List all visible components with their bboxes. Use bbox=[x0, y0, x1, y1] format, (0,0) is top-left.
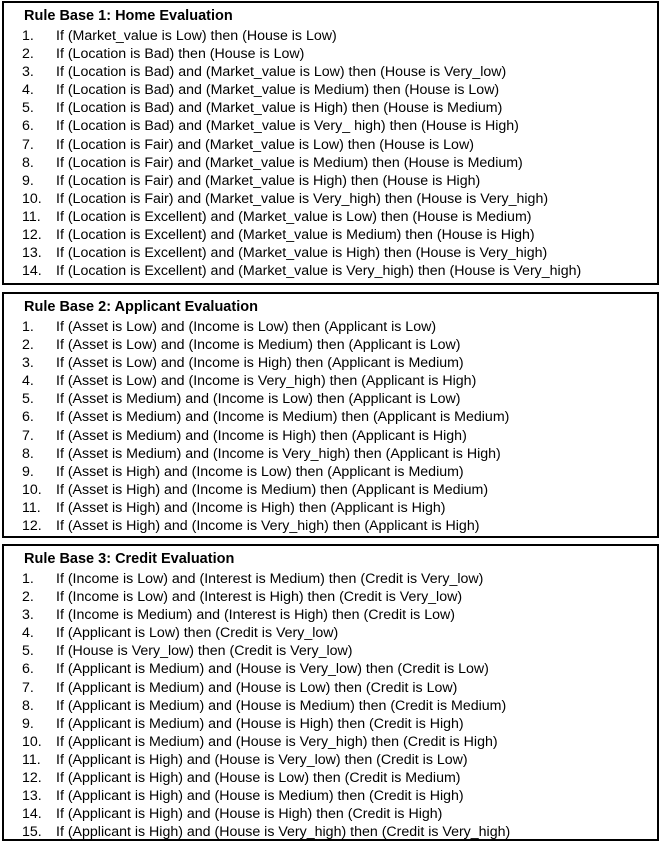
rule-number: 12. bbox=[22, 770, 42, 787]
rule-item bbox=[22, 390, 509, 408]
rule-item bbox=[22, 588, 510, 606]
rule-item bbox=[22, 517, 509, 535]
rule-number: 4. bbox=[22, 373, 34, 390]
rule-number: 2. bbox=[22, 46, 34, 63]
rule-text: If (Location is Bad) then (House is Low) bbox=[56, 46, 305, 63]
rule-number: 9. bbox=[22, 715, 34, 732]
rule-text: If (Applicant is High) and (House is Medium) then (Credit is High) bbox=[56, 788, 464, 805]
rule-text: If (Applicant is High) and (House is Low) then (Credit is Medium) bbox=[56, 770, 461, 787]
rule-base-title: Rule Base 2: Applicant Evaluation bbox=[24, 299, 258, 315]
rule-item bbox=[22, 481, 509, 499]
rule-number: 6. bbox=[22, 661, 34, 678]
rule-item bbox=[22, 805, 510, 823]
rule-text: If (Market_value is Low) then (House is Low) bbox=[56, 28, 337, 44]
rule-number: 11. bbox=[22, 751, 41, 768]
rule-number: 4. bbox=[22, 82, 34, 99]
rule-text: If (Applicant is High) and (House is High) then (Credit is High) bbox=[56, 806, 443, 823]
rule-item bbox=[22, 99, 581, 117]
rule-item bbox=[22, 463, 509, 481]
rule-number: 10. bbox=[22, 733, 42, 750]
rule-item bbox=[22, 787, 510, 805]
rule-number: 6. bbox=[22, 118, 34, 135]
rule-item bbox=[22, 570, 510, 588]
rule-number: 1. bbox=[22, 28, 34, 44]
rule-item bbox=[22, 226, 581, 244]
rule-text: If (Applicant is Medium) and (House is Low) then (Credit is Low) bbox=[56, 679, 458, 696]
rule-number: 7. bbox=[22, 679, 34, 696]
rule-item bbox=[22, 117, 581, 135]
rule-text: If (Asset is Medium) and (Income is Medium) then (Applicant is Medium) bbox=[56, 409, 510, 426]
rule-text: If (Applicant is Medium) and (House is Medium) then (Credit is Medium) bbox=[56, 697, 507, 714]
rule-text: If (Applicant is Low) then (Credit is Very_low) bbox=[56, 625, 339, 642]
rule-text: If (Asset is Low) and (Income is Low) then (Applicant is Low) bbox=[56, 319, 437, 335]
rule-number: 3. bbox=[22, 64, 34, 81]
rule-text: If (House is Very_low) then (Credit is Very_low) bbox=[56, 643, 353, 660]
rule-number: 12. bbox=[22, 518, 42, 535]
rule-number: 5. bbox=[22, 391, 34, 408]
rule-item bbox=[22, 244, 581, 262]
rule-item bbox=[22, 63, 581, 81]
rule-item bbox=[22, 372, 509, 390]
rule-number: 5. bbox=[22, 100, 34, 117]
rule-number: 14. bbox=[22, 263, 42, 280]
rule-item bbox=[22, 445, 509, 463]
rule-item bbox=[22, 172, 581, 190]
rule-text: If (Location is Excellent) and (Market_value is Low) then (House is Medium) bbox=[56, 208, 532, 225]
rule-text: If (Asset is Medium) and (Income is Low) then (Applicant is Low) bbox=[56, 391, 461, 408]
rule-number: 14. bbox=[22, 806, 42, 823]
rule-text: If (Asset is Medium) and (Income is Very_high) then (Applicant is High) bbox=[56, 445, 501, 462]
rule-number: 4. bbox=[22, 625, 34, 642]
rule-text: If (Asset is Low) and (Income is Medium) then (Applicant is Low) bbox=[56, 337, 461, 354]
rule-text: If (Asset is High) and (Income is High) then (Applicant is High) bbox=[56, 499, 446, 516]
rule-text: If (Location is Bad) and (Market_value is Low) then (House is Very_low) bbox=[56, 64, 507, 81]
rule-text: If (Asset is Low) and (Income is High) then (Applicant is Medium) bbox=[56, 355, 464, 372]
rule-item bbox=[22, 136, 581, 154]
rule-item bbox=[22, 45, 581, 63]
rule-text: If (Location is Excellent) and (Market_value is High) then (House is Very_high) bbox=[56, 245, 548, 262]
rule-number: 1. bbox=[22, 319, 34, 335]
rule-item bbox=[22, 408, 509, 426]
rule-item bbox=[22, 660, 510, 678]
rule-number: 3. bbox=[22, 607, 34, 624]
rule-number: 6. bbox=[22, 409, 34, 426]
rule-item bbox=[22, 751, 510, 769]
rule-text: If (Applicant is Medium) and (House is High) then (Credit is High) bbox=[56, 715, 464, 732]
rule-number: 3. bbox=[22, 355, 34, 372]
rule-text: If (Income is Low) and (Interest is Medium) then (Credit is Very_low) bbox=[56, 571, 484, 587]
rule-item bbox=[22, 624, 510, 642]
rule-number: 11. bbox=[22, 208, 41, 225]
rule-item bbox=[22, 354, 509, 372]
rule-text: If (Income is Low) and (Interest is High) then (Credit is Very_low) bbox=[56, 589, 463, 606]
rule-text: If (Asset is Low) and (Income is Very_high) then (Applicant is High) bbox=[56, 373, 477, 390]
rule-text: If (Location is Fair) and (Market_value is High) then (House is High) bbox=[56, 172, 481, 189]
rule-item bbox=[22, 81, 581, 99]
rule-number: 9. bbox=[22, 172, 34, 189]
rule-number: 7. bbox=[22, 427, 34, 444]
rule-item bbox=[22, 154, 581, 172]
rule-number: 15. bbox=[22, 824, 42, 841]
rule-number: 12. bbox=[22, 227, 42, 244]
rule-text: If (Location is Excellent) and (Market_value is Medium) then (House is High) bbox=[56, 227, 535, 244]
rule-item bbox=[22, 208, 581, 226]
rule-item bbox=[22, 769, 510, 787]
rule-base-home-evaluation bbox=[2, 1, 659, 285]
rule-number: 13. bbox=[22, 245, 42, 262]
rule-text: If (Asset is High) and (Income is Very_high) then (Applicant is High) bbox=[56, 518, 480, 535]
rule-item bbox=[22, 823, 510, 841]
rule-text: If (Location is Excellent) and (Market_value is Very_high) then (House is Very_high) bbox=[56, 263, 582, 280]
rule-number: 1. bbox=[22, 571, 34, 587]
rule-number: 7. bbox=[22, 136, 34, 153]
rule-text: If (Asset is High) and (Income is Low) then (Applicant is Medium) bbox=[56, 463, 464, 480]
rule-text: If (Location is Bad) and (Market_value is Medium) then (House is Low) bbox=[56, 82, 500, 99]
rule-text: If (Location is Fair) and (Market_value is Very_high) then (House is Very_high) bbox=[56, 190, 549, 207]
rule-number: 2. bbox=[22, 337, 34, 354]
rule-base-credit-evaluation bbox=[2, 544, 659, 841]
rule-item bbox=[22, 606, 510, 624]
rule-number: 8. bbox=[22, 154, 34, 171]
rule-number: 9. bbox=[22, 463, 34, 480]
rule-item bbox=[22, 715, 510, 733]
rule-item bbox=[22, 697, 510, 715]
rule-text: If (Applicant is High) and (House is Very_low) then (Credit is Low) bbox=[56, 751, 468, 768]
rule-item bbox=[22, 679, 510, 697]
rule-text: If (Applicant is High) and (House is Very_high) then (Credit is Very_high) bbox=[56, 824, 511, 841]
rule-number: 11. bbox=[22, 499, 41, 516]
rule-item bbox=[22, 427, 509, 445]
rule-number: 13. bbox=[22, 788, 42, 805]
rule-text: If (Location is Bad) and (Market_value is High) then (House is Medium) bbox=[56, 100, 503, 117]
rule-text: If (Income is Medium) and (Interest is High) then (Credit is Low) bbox=[56, 607, 455, 624]
rule-text: If (Location is Fair) and (Market_value is Low) then (House is Low) bbox=[56, 136, 474, 153]
rule-item bbox=[22, 190, 581, 208]
rule-number: 8. bbox=[22, 697, 34, 714]
rule-base-title: Rule Base 1: Home Evaluation bbox=[24, 8, 233, 24]
rule-item bbox=[22, 499, 509, 517]
rule-text: If (Location is Bad) and (Market_value is Very_ high) then (House is High) bbox=[56, 118, 519, 135]
rule-text: If (Asset is High) and (Income is Medium) then (Applicant is Medium) bbox=[56, 481, 489, 498]
rule-number: 10. bbox=[22, 190, 42, 207]
rule-item bbox=[22, 27, 581, 45]
rule-list bbox=[22, 27, 581, 280]
rule-number: 8. bbox=[22, 445, 34, 462]
rule-list bbox=[22, 570, 510, 841]
rule-text: If (Asset is Medium) and (Income is High) then (Applicant is High) bbox=[56, 427, 467, 444]
rule-number: 2. bbox=[22, 589, 34, 606]
rule-number: 10. bbox=[22, 481, 42, 498]
rule-item bbox=[22, 733, 510, 751]
rule-item bbox=[22, 642, 510, 660]
rule-text: If (Location is Fair) and (Market_value is Medium) then (House is Medium) bbox=[56, 154, 523, 171]
rule-item bbox=[22, 336, 509, 354]
rule-item bbox=[22, 262, 581, 280]
rule-text: If (Applicant is Medium) and (House is Very_high) then (Credit is High) bbox=[56, 733, 498, 750]
rule-base-title: Rule Base 3: Credit Evaluation bbox=[24, 551, 235, 567]
rule-base-applicant-evaluation bbox=[2, 292, 659, 538]
rule-number: 5. bbox=[22, 643, 34, 660]
rule-item bbox=[22, 318, 509, 336]
rule-list bbox=[22, 318, 509, 535]
rule-text: If (Applicant is Medium) and (House is Very_low) then (Credit is Low) bbox=[56, 661, 489, 678]
